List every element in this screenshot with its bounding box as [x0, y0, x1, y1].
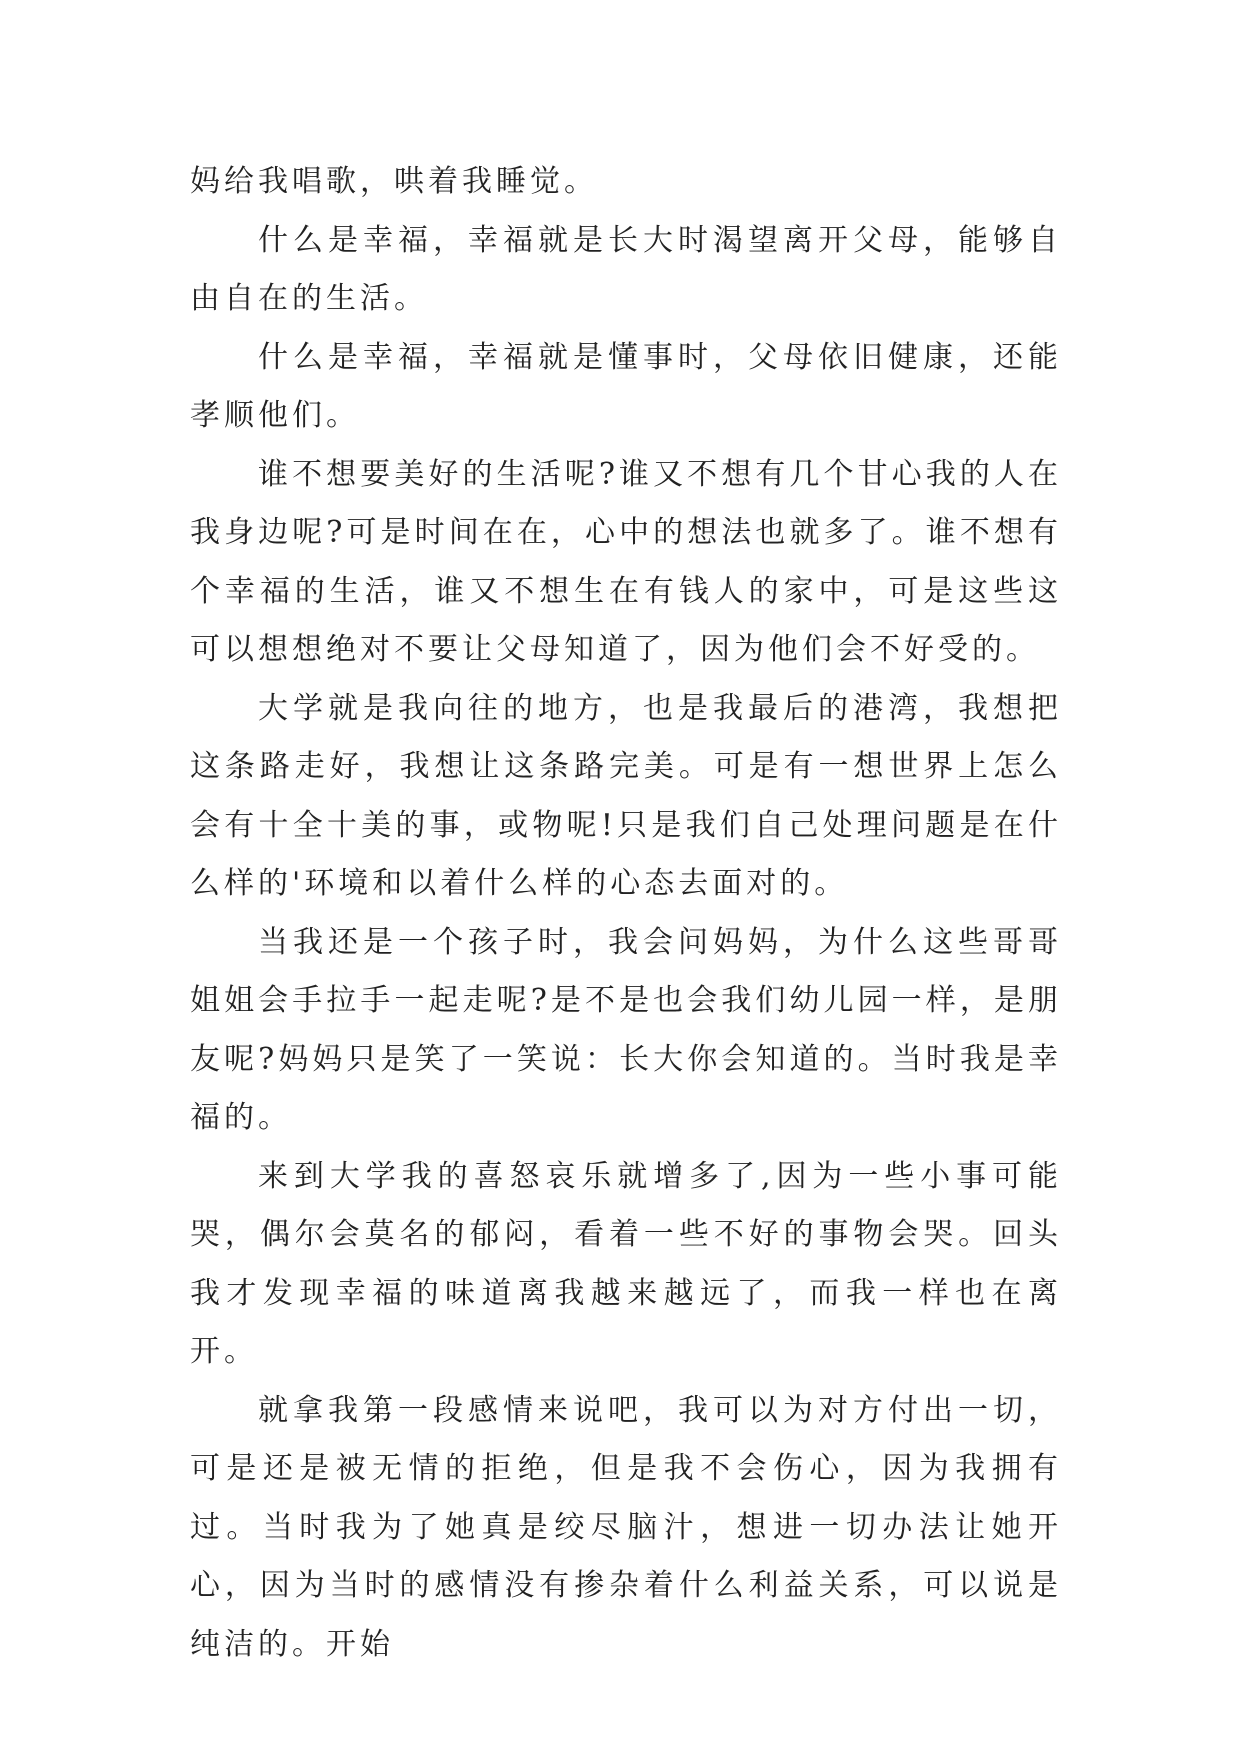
paragraph-continuation: 妈给我唱歌，哄着我睡觉。 — [190, 164, 598, 199]
document-body — [190, 153, 1062, 1674]
paragraph: 就拿我第一段感情来说吧，我可以为对方付出一切，可是还是被无情的拒绝，但是我不会伤心，因为我拥有过。当时我为了她真是绞尽脑汁，想进一切办法让她开心，因为当时的感情没有掺杂着什么利益关系，可以说是纯洁的。开始 — [190, 1392, 1062, 1662]
paragraph: 大学就是我向往的地方，也是我最后的港湾，我想把这条路走好，我想让这条路完美。可是有一想世界上怎么会有十全十美的事，或物呢!只是我们自己处理问题是在什么样的'环境和以着什么样的心态去面对的。 — [190, 690, 1062, 901]
paragraph: 什么是幸福，幸福就是懂事时，父母依旧健康，还能孝顺他们。 — [190, 339, 1062, 433]
paragraph: 来到大学我的喜怒哀乐就增多了,因为一些小事可能哭，偶尔会莫名的郁闷，看着一些不好的事物会哭。回头我才发现幸福的味道离我越来越远了，而我一样也在离开。 — [190, 1158, 1062, 1369]
paragraph: 什么是幸福，幸福就是长大时渴望离开父母，能够自由自在的生活。 — [190, 222, 1062, 316]
paragraph: 当我还是一个孩子时，我会问妈妈，为什么这些哥哥姐姐会手拉手一起走呢?是不是也会我们幼儿园一样，是朋友呢?妈妈只是笑了一笑说：长大你会知道的。当时我是幸福的。 — [190, 924, 1062, 1135]
paragraph: 谁不想要美好的生活呢?谁又不想有几个甘心我的人在我身边呢?可是时间在在，心中的想法也就多了。谁不想有个幸福的生活，谁又不想生在有钱人的家中，可是这些这可以想想绝对不要让父母知道了，因为他们会不好受的。 — [190, 456, 1062, 667]
